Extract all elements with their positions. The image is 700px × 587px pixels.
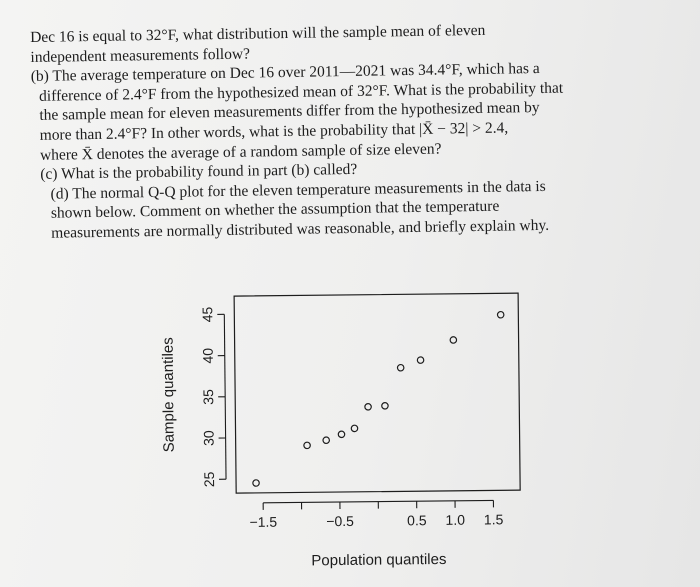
data-point: [323, 437, 329, 443]
data-point: [351, 425, 357, 431]
y-axis-label: Sample quantiles: [159, 337, 178, 453]
plot-frame: [234, 293, 520, 493]
x-tick-label: 1.0: [445, 511, 466, 528]
question-line-part-b: (b) The average temperature on Dec 16 over 2011—2021 was 34.4°F, which has a: [30, 60, 540, 86]
question-line: where X̄ denotes the average of a random sample of size eleven?: [39, 140, 442, 164]
data-point: [397, 365, 403, 371]
y-tick-label: 30: [200, 430, 217, 447]
question-line-part-c: (c) What is the probability found in part (b) called?: [40, 161, 358, 184]
x-axis-label: Population quantiles: [311, 550, 447, 570]
question-line: measurements are normally distributed was reasonable, and briefly explain why.: [51, 216, 550, 242]
qq-plot: [150, 281, 543, 580]
question-line: shown below. Comment on whether the assumption that the temperature: [50, 197, 500, 223]
y-tick-label: 45: [199, 306, 216, 323]
y-tick-label: 40: [199, 347, 216, 364]
question-line: the sample mean for eleven measurements differ from the hypothesized mean by: [39, 99, 540, 125]
question-text: [30, 18, 683, 244]
data-point: [450, 337, 456, 343]
data-points: [251, 312, 506, 487]
question-line: Dec 16 is equal to 32°F, what distribution will the sample mean of eleven: [30, 21, 486, 46]
x-tick-label: 0.5: [407, 512, 427, 529]
y-tick-label: 25: [200, 471, 218, 488]
data-point: [382, 403, 388, 409]
data-point: [338, 431, 344, 437]
x-tick-label: 1.5: [483, 511, 504, 528]
y-axis: [199, 306, 226, 487]
question-line-part-d: (d) The normal Q-Q plot for the eleven temperature measurements in the data is: [50, 177, 546, 203]
data-point: [497, 312, 503, 318]
question-line: more than 2.4°F? In other words, what is the probability that |X̄ − 32| > 2.4,: [39, 119, 509, 144]
question-line: difference of 2.4°F from the hypothesized mean of 32°F. What is the probability that: [38, 79, 564, 105]
data-point: [304, 442, 310, 448]
data-point: [253, 480, 259, 486]
x-tick-label: −1.5: [249, 513, 278, 530]
x-tick-label: −0.5: [326, 512, 355, 530]
y-tick-label: 35: [200, 389, 217, 405]
data-point: [417, 357, 423, 363]
data-point: [365, 404, 371, 410]
question-line: independent measurements follow?: [30, 45, 251, 66]
x-axis: [249, 500, 503, 530]
